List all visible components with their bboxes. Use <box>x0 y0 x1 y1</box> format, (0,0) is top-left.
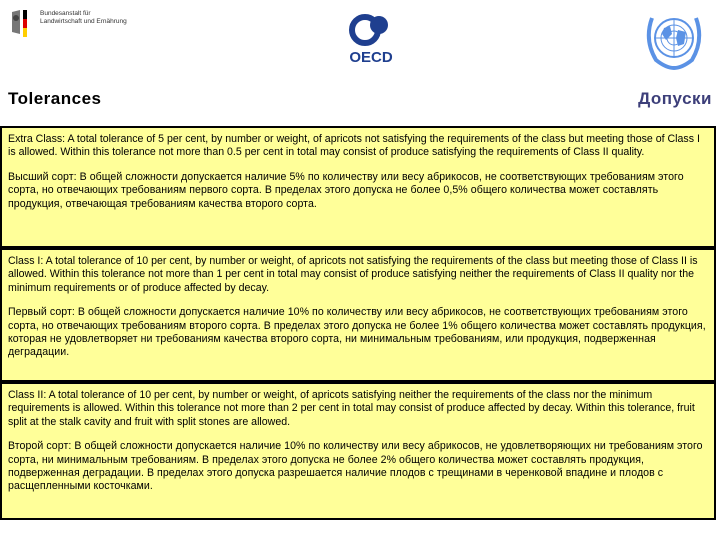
oecd-label: OECD <box>349 49 393 66</box>
title-en: Tolerances <box>8 89 102 108</box>
class-2-section <box>0 382 716 520</box>
extra-class-ru: Высший сорт: В общей сложности допускается наличие 5% по количеству или весу абрикосов, не соответствующих требованиям этого сорта, но отвечающих требованиям первого сорта. В пределах этого допуска не более 0,5% общего количества может составлять продукция, отвечающая требованиям качества второго сорта. <box>8 170 684 210</box>
title-ru: Допуски <box>638 89 712 108</box>
extra-class-en: Extra Class: A total tolerance of 5 per cent, by number or weight, of apricots not satisfying the requirements of the class but meeting those of Class I is allowed. Within this tolerance not more than 0.5 per cent in total may consist of produce satisfying the requirements of Class II quality. <box>8 133 700 159</box>
extra-class-section <box>0 126 716 248</box>
oecd-logo <box>343 8 399 68</box>
bmel-line2: Landwirtschaft und Ernährung <box>40 18 127 25</box>
class-2-ru: Второй сорт: В общей сложности допускается наличие 10% по количеству или весу абрикосов, не удовлетворяющих ни требованиям этого сорта, ни минимальным требованиям. В пределах этого допуска не более 2% общего количества может составлять продукция, подверженная деградации. В пределах этого допуска разрешается наличие плодов с трещинами в черенковой впадине и плодов с расщепленными косточками. <box>8 440 703 493</box>
bmel-logo <box>8 6 148 40</box>
bmel-line1: Bundesanstalt für <box>40 10 91 17</box>
class-1-en: Class I: A total tolerance of 10 per cent, by number or weight, of apricots not satisfying the requirements of the class but meeting those of Class II is allowed. Within this tolerance not more than 1 per cent in total may consist of produce satisfying neither the requirements of Class II quality nor the minimum requirements or of produce affected by decay. <box>8 255 698 294</box>
eagle-flag-icon <box>8 8 34 38</box>
class-2-en: Class II: A total tolerance of 10 per cent, by number or weight, of apricots satisfying neither the requirements of the class nor the minimum requirements is allowed. Within this tolerance not more than 2 per cent in total may consist of produce affected by decay. Within this tolerance, fruit split at the stalk cavity and fruit with split stones are allowed. <box>8 389 695 428</box>
un-emblem-icon <box>642 10 706 70</box>
class-1-section <box>0 248 716 382</box>
class-1-ru: Первый сорт: В общей сложности допускается наличие 10% по количеству или весу абрикосов, не соответствующих требованиям этого сорта, но отвечающих требованиям второго сорта. В пределах этого допуска не более 1% общего количества может составлять продукция, которая не удовлетворяет ни требованиям качества второго сорта, ни минимальным требованиям, или продукция, подверженная деградации. <box>8 306 706 359</box>
header <box>0 0 720 108</box>
